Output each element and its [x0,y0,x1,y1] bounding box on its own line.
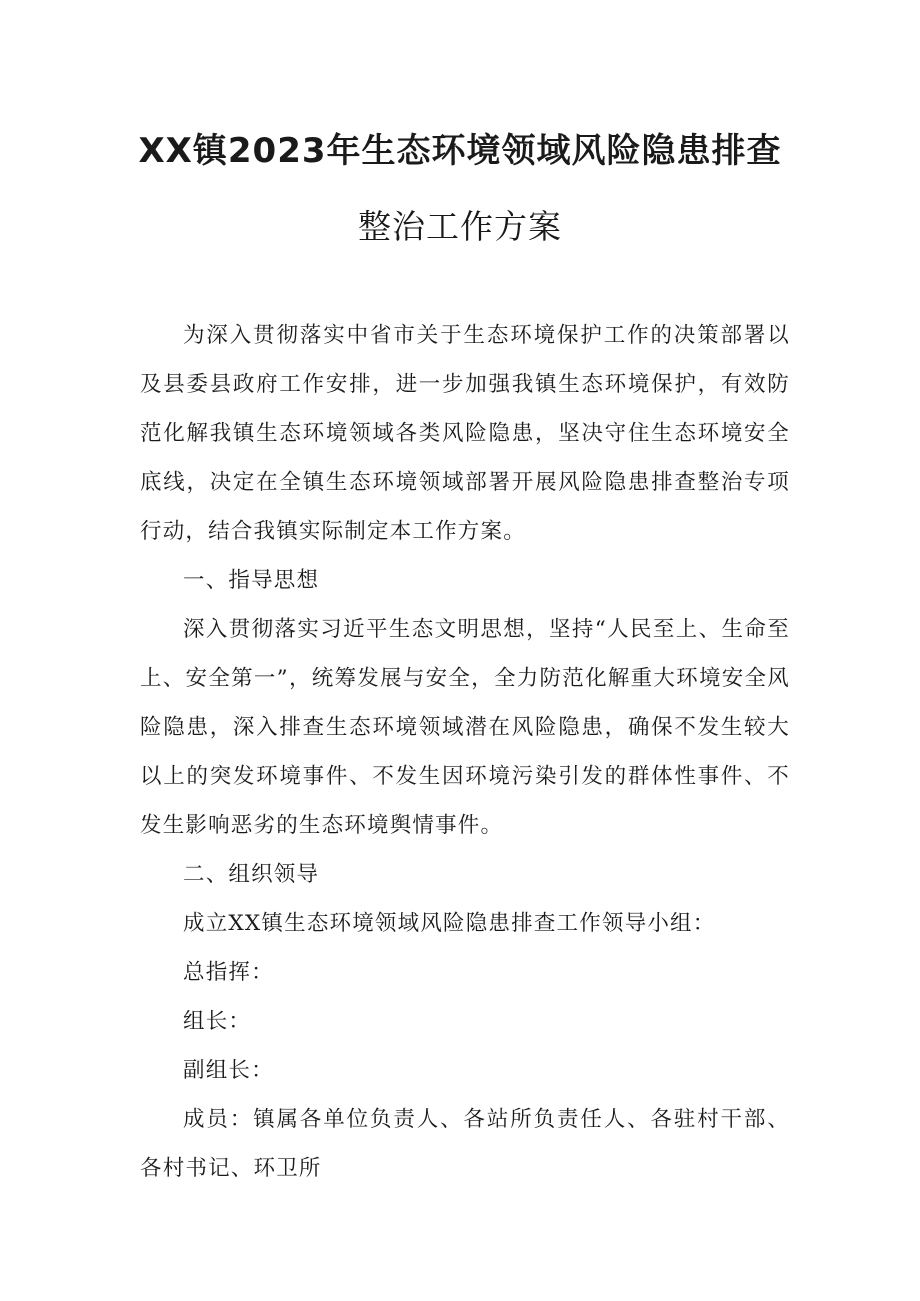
deputy-leader-line: 副组长： [183,1058,274,1083]
section2-intro: 成立XX镇生态环境领域风险隐患排查工作领导小组： [183,911,716,936]
section2-heading: 二、组织领导 [183,862,320,887]
document-body [140,311,790,1193]
leader-line: 组长： [183,1009,252,1034]
section1-heading: 一、指导思想 [183,568,320,593]
section1-paragraph: 深入贯彻落实习近平生态文明思想，坚持“人民至上、生命至上、安全第一”，统筹发展与安全，全力防范化解重大环境安全风险隐患，深入排查生态环境领域潜在风险隐患，确保不发生较大以上的突发环境事件、不发生因环境污染引发的群体性事件、不发生影响恶劣的生态环境舆情事件。 [140,617,790,838]
document-title-line2: 整治工作方案 [358,207,562,246]
intro-paragraph: 为深入贯彻落实中省市关于生态环境保护工作的决策部署以及县委县政府工作安排，进一步加强我镇生态环境保护，有效防范化解我镇生态环境领域各类风险隐患，坚决守住生态环境安全底线，决定在全镇生态环境领域部署开展风险隐患排查整治专项行动，结合我镇实际制定本工作方案。 [140,323,790,544]
document-title-line1: XX镇2023年生态环境领域风险隐患排查 [138,131,782,171]
members-paragraph: 成员：镇属各单位负责人、各站所负责任人、各驻村干部、各村书记、环卫所 [140,1107,790,1181]
commander-line: 总指挥： [183,960,274,985]
